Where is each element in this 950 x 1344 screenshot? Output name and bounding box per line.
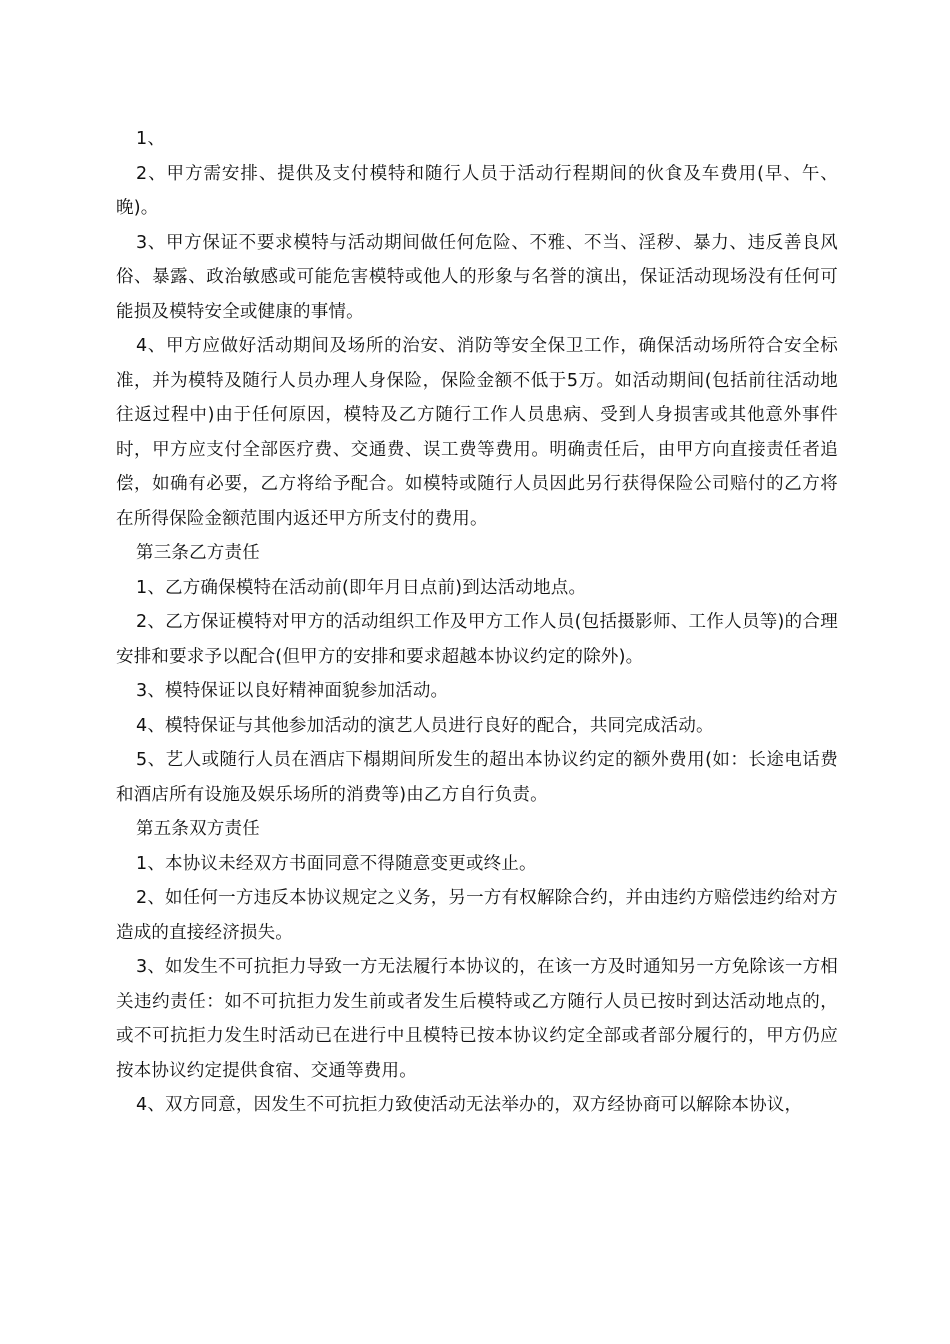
section-heading-both-parties: 第五条双方责任 — [136, 819, 260, 839]
clause-safety-insurance: 4、甲方应做好活动期间及场所的治安、消防等安全保卫工作，确保活动场所符合安全标准，并为模特及随行人员办理人身保险，保险金额不低于5万。如活动期间(包括前往活动地往返过程中)由于任何原因，模特及乙方随行工作人员患病、受到人身损害或其他意外事件时，甲方应支付全部医疗费、交通费、误工费等费用。明确责任后，由甲方向直接责任者追偿，如确有必要，乙方将给予配合。如模特或随行人员因此另行获得保险公司赔付的乙方将在所得保险金额范围内返还甲方所支付的费用。 — [116, 336, 838, 529]
section-heading-party-b: 第三条乙方责任 — [136, 543, 260, 563]
clause-b-spirit: 3、模特保证以良好精神面貌参加活动。 — [136, 681, 449, 701]
clause-meals-transport: 2、甲方需安排、提供及支付模特和随行人员于活动行程期间的伙食及车费用(早、午、晚)。 — [116, 163, 838, 218]
clause-b-cooperation: 2、乙方保证模特对甲方的活动组织工作及甲方工作人员(包括摄影师、工作人员等)的合理安排和要求予以配合(但甲方的安排和要求超越本协议约定的除外)。 — [116, 612, 838, 667]
clause-breach: 2、如任何一方违反本协议规定之义务，另一方有权解除合约，并由违约方赔偿违约给对方造成的直接经济损失。 — [116, 888, 838, 943]
clause-b-arrival: 1、乙方确保模特在活动前(即年月日点前)到达活动地点。 — [136, 577, 587, 598]
clause-no-harmful-performance: 3、甲方保证不要求模特与活动期间做任何危险、不雅、不当、淫秽、暴力、违反善良风俗、暴露、政治敏感或可能危害模特或他人的形象与名誉的演出，保证活动现场没有任何可能损及模特安全或健康的事情。 — [116, 232, 838, 322]
document-body — [116, 122, 838, 1123]
clause-no-modification: 1、本协议未经双方书面同意不得随意变更或终止。 — [136, 853, 537, 874]
clause-item-1: 1、 — [136, 129, 166, 149]
clause-b-teamwork: 4、模特保证与其他参加活动的演艺人员进行良好的配合，共同完成活动。 — [136, 715, 714, 736]
clause-force-majeure: 3、如发生不可抗拒力导致一方无法履行本协议的，在该一方及时通知另一方免除该一方相关违约责任：如不可抗拒力发生前或者发生后模特或乙方随行人员已按时到达活动地点的，或不可抗拒力发生时活动已在进行中且模特已按本协议约定全部或者部分履行的，甲方仍应按本协议约定提供食宿、交通等费用。 — [116, 957, 838, 1081]
clause-b-extra-expenses: 5、艺人或随行人员在酒店下榻期间所发生的超出本协议约定的额外费用(如：长途电话费和酒店所有设施及娱乐场所的消费等)由乙方自行负责。 — [116, 750, 838, 805]
clause-termination: 4、双方同意，因发生不可抗拒力致使活动无法举办的，双方经协商可以解除本协议， — [136, 1095, 803, 1115]
